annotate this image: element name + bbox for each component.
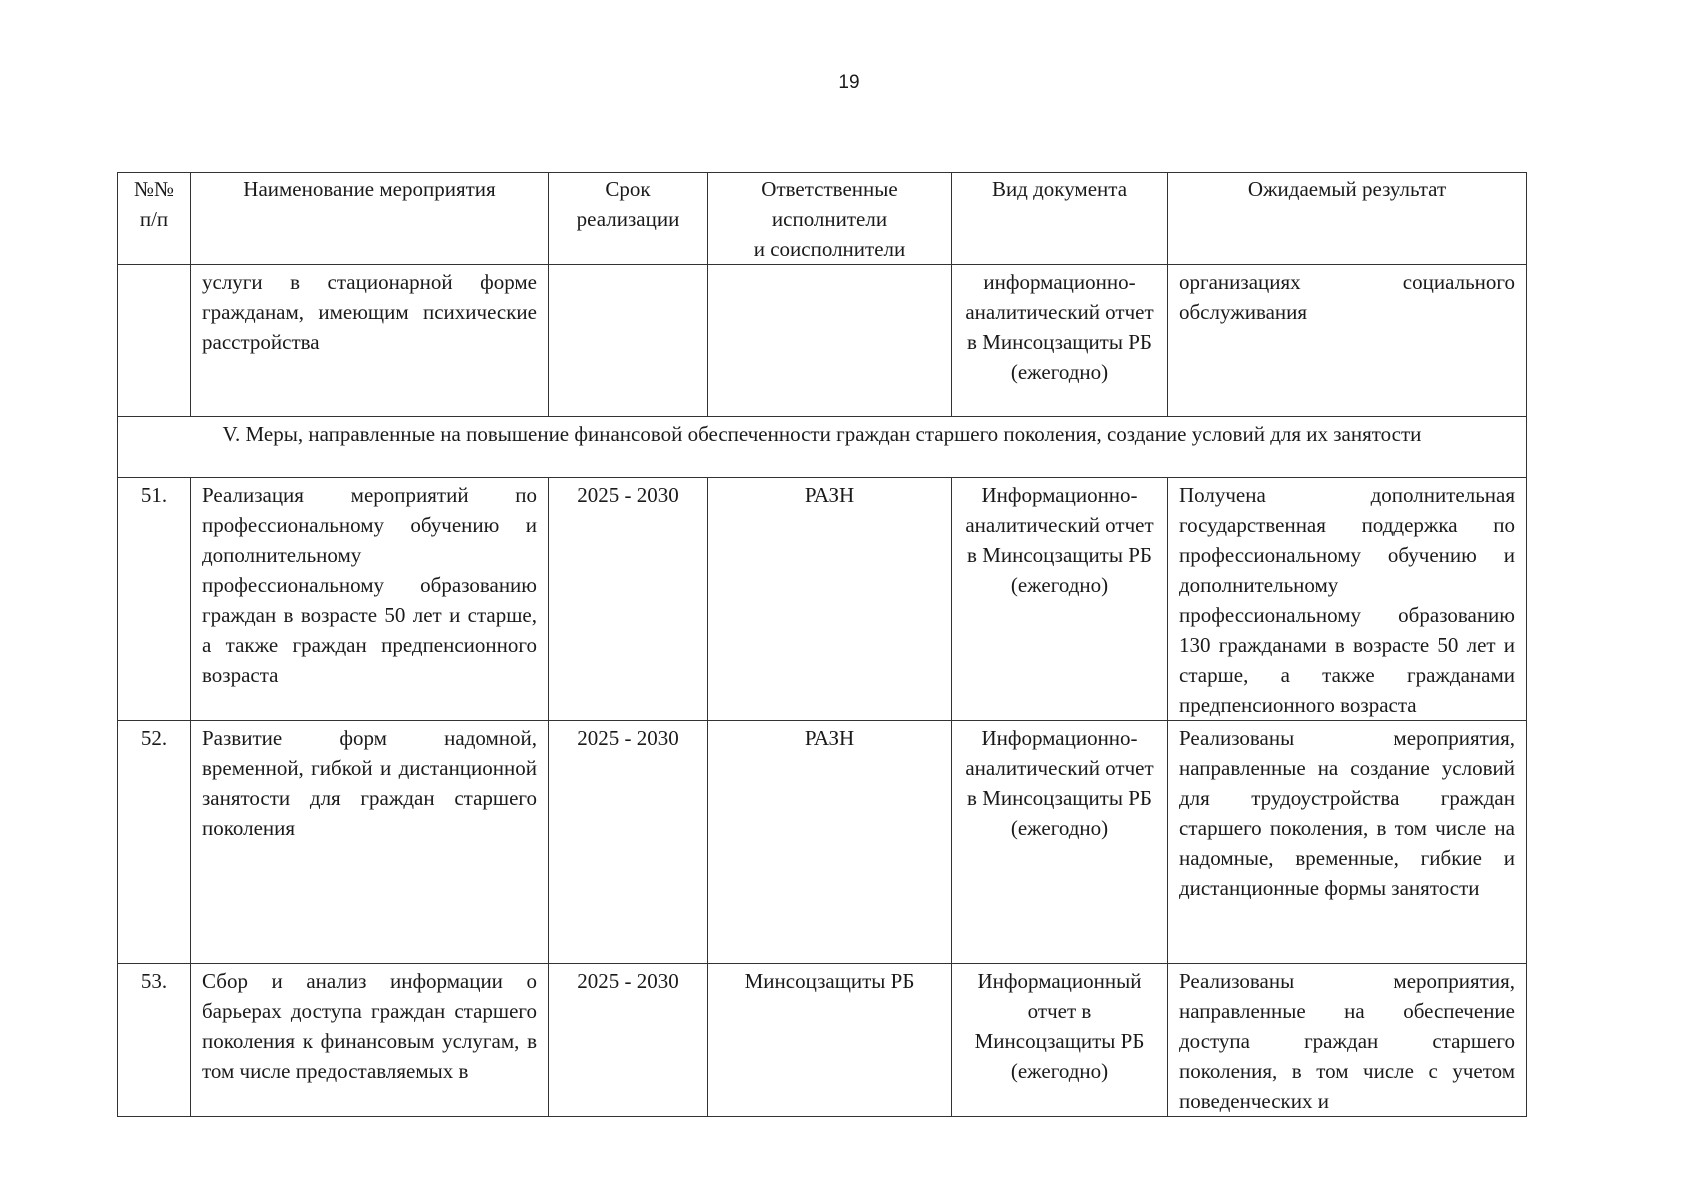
cell-result: Получена дополнительная государственная поддержка по профессиональному обучению и дополнительному профессиональному образованию 130 гражданами в возрасте 50 лет и старше, а также гражданами предпенсионного возраста <box>1168 478 1527 721</box>
table-row <box>118 964 1527 1117</box>
table-header-row <box>118 173 1527 265</box>
header-result: Ожидаемый результат <box>1168 173 1527 265</box>
cell-term <box>549 265 708 417</box>
cell-document: информационно-аналитический отчет в Минсоцзащиты РБ (ежегодно) <box>952 265 1168 417</box>
cell-name: Развитие форм надомной, временной, гибкой и дистанционной занятости для граждан старшего поколения <box>191 721 549 964</box>
cell-document: Информационно-аналитический отчет в Минсоцзащиты РБ (ежегодно) <box>952 721 1168 964</box>
action-plan-table <box>117 172 1527 1117</box>
table-row <box>118 721 1527 964</box>
header-term: Срок реализации <box>549 173 708 265</box>
cell-responsible: Минсоцзащиты РБ <box>708 964 952 1117</box>
cell-responsible <box>708 265 952 417</box>
cell-name: Реализация мероприятий по профессиональному обучению и дополнительному профессиональному образованию граждан в возрасте 50 лет и старше, а также граждан предпенсионного возраста <box>191 478 549 721</box>
section-title: V. Меры, направленные на повышение финансовой обеспеченности граждан старшего поколения, создание условий для их занятости <box>118 417 1527 478</box>
section-row <box>118 417 1527 478</box>
cell-name: Сбор и анализ информации о барьерах доступа граждан старшего поколения к финансовым услугам, в том числе предоставляемых в <box>191 964 549 1117</box>
page-number: 19 <box>838 72 860 93</box>
cell-num: 51. <box>118 478 191 721</box>
header-responsible: Ответственные исполнители и соисполнители <box>708 173 952 265</box>
cell-name: услуги в стационарной форме гражданам, имеющим психические расстройства <box>191 265 549 417</box>
header-document: Вид документа <box>952 173 1168 265</box>
table-row-continuation <box>118 265 1527 417</box>
cell-num: 53. <box>118 964 191 1117</box>
cell-term: 2025 - 2030 <box>549 721 708 964</box>
cell-document: Информационный отчет в Минсоцзащиты РБ (ежегодно) <box>952 964 1168 1117</box>
header-name: Наименование мероприятия <box>191 173 549 265</box>
cell-term: 2025 - 2030 <box>549 478 708 721</box>
table-row <box>118 478 1527 721</box>
cell-responsible: РАЗН <box>708 721 952 964</box>
cell-result: Реализованы мероприятия, направленные на обеспечение доступа граждан старшего поколения, в том числе с учетом поведенческих и <box>1168 964 1527 1117</box>
header-num: №№ п/п <box>118 173 191 265</box>
cell-result: организациях социального обслуживания <box>1168 265 1527 417</box>
cell-num: 52. <box>118 721 191 964</box>
cell-responsible: РАЗН <box>708 478 952 721</box>
cell-term: 2025 - 2030 <box>549 964 708 1117</box>
cell-num <box>118 265 191 417</box>
cell-document: Информационно-аналитический отчет в Минсоцзащиты РБ (ежегодно) <box>952 478 1168 721</box>
cell-result: Реализованы мероприятия, направленные на создание условий для трудоустройства граждан старшего поколения, в том числе на надомные, временные, гибкие и дистанционные формы занятости <box>1168 721 1527 964</box>
